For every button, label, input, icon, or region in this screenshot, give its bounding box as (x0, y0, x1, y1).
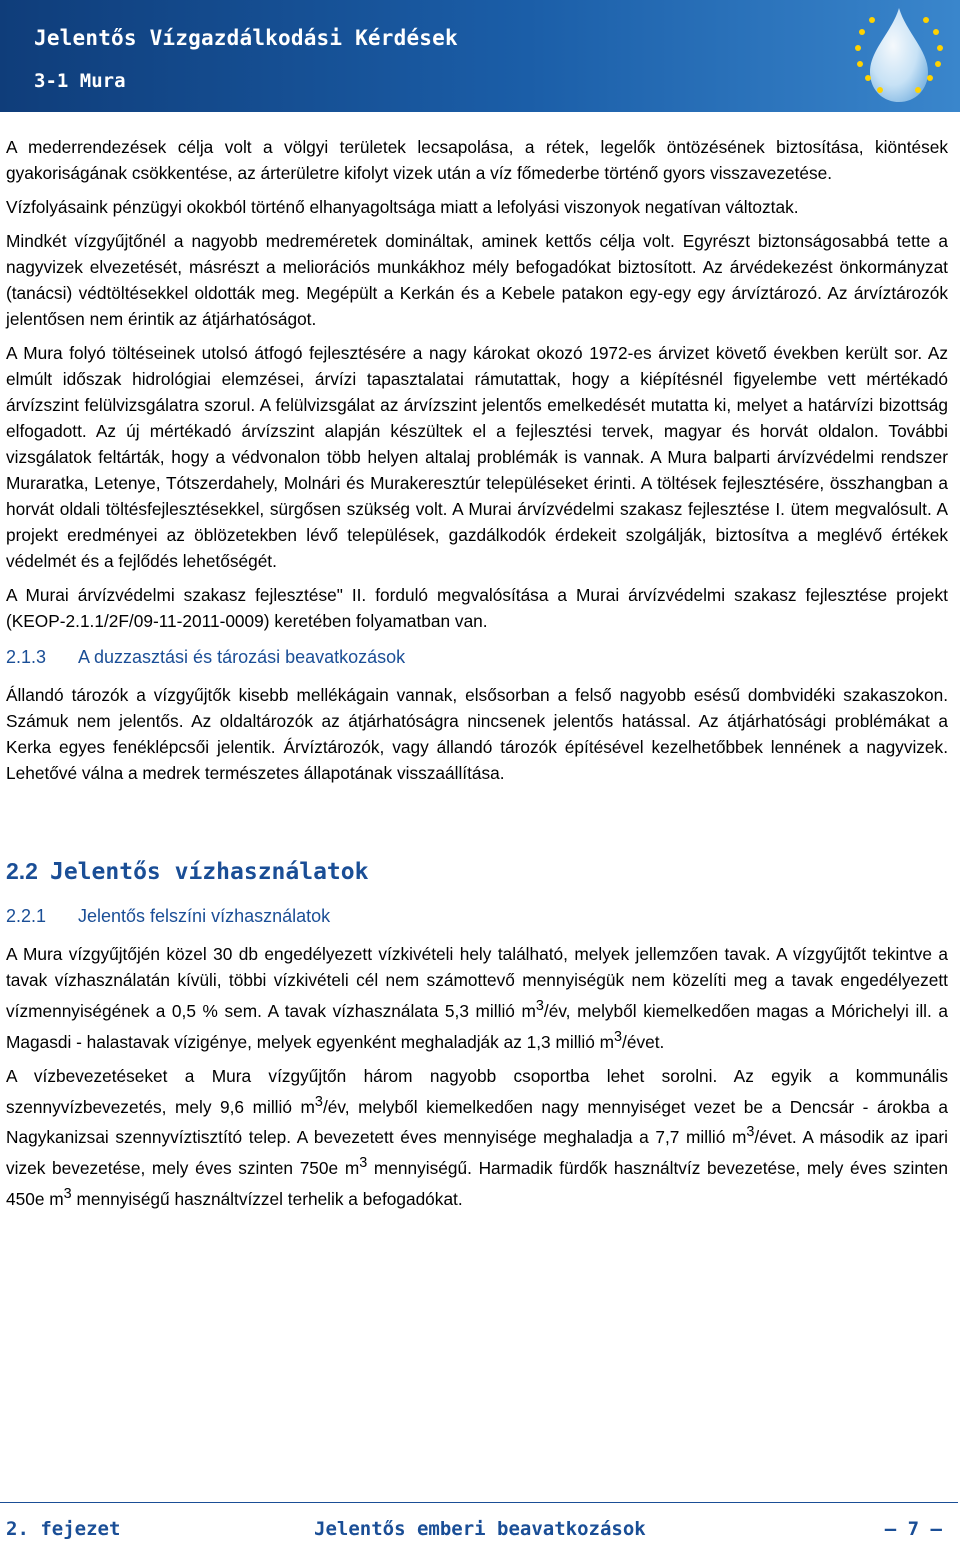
paragraph: A mederrendezések célja volt a völgyi területek lecsapolása, a rétek, legelők öntözésének biztosítása, kiöntések gyakoriságának csökkentése, az árterületre kifolyt vizek után a víz főmederbe történő gyors visszavezetése. (6, 137, 948, 183)
main-content (6, 134, 948, 1220)
paragraph: Vízfolyásaink pénzügyi okokból történő elhanyagoltsága miatt a lefolyási viszonyok negatívan változtak. (6, 197, 799, 217)
paragraph: Állandó tározók a vízgyűjtők kisebb mellékágain vannak, elsősorban a felső nagyobb esésű dombvidéki szakaszokon. Számuk nem jelentős. Az oldaltározók az átjárhatóságra nincsenek jelentős hatással. Az átjárhatósági problémákat a Kerka egyes fenéklépcsői jelentik. Árvíztározók, vagy állandó tározók építésével kezelhetőbbek lennének a nagyvizek. Lehetővé válna a medrek természetes állapotának visszaállítása. (6, 685, 948, 783)
text-run: A vízbevezetéseket a Mura vízgyűjtőn három nagyobb csoportba lehet sorolni. Az egyik a kommunális szennyvízbevezetés, mely 9,6 millió m (6, 1065, 948, 1117)
section-number: 2.1.3 (6, 647, 47, 667)
section-heading-2-2-1 (6, 903, 948, 929)
text-run: mennyiségű használtvízzel terhelik a befogadókat. (71, 1188, 463, 1209)
text-run: mennyiségű. Harmadik fürdők használtvíz bevezetése, mely éves szinten 450e m (6, 1157, 948, 1209)
superscript: 3 (614, 1028, 623, 1045)
text-run: /év, melyből kiemelkedően nagy mennyiséget vezet be a Dencsár - árokba a Nagykanizsai szennyvíztisztító telep. A bevezetett éves mennyisége meghaladja a 7,7 millió m (6, 1096, 948, 1148)
superscript: 3 (63, 1185, 72, 1202)
paragraph (6, 1063, 948, 1212)
superscript: 3 (535, 998, 544, 1014)
superscript: 3 (359, 1155, 368, 1172)
paragraph: A Murai árvízvédelmi szakasz fejlesztése" II. forduló megvalósítása a Murai árvízvédelmi szakasz fejlesztése projekt (KEOP-2.1.1/2F/09-11-2011-0009) keretében folyamatban van. (6, 585, 948, 631)
footer-chapter: 2. fejezet (6, 1518, 121, 1540)
document-subtitle: 3-1 Mura (34, 70, 126, 92)
section-number: 2.2.1 (6, 906, 47, 926)
text-run: /évet. A második az ipari vizek bevezetése, mely éves szinten 750e m (6, 1127, 948, 1178)
text-run: /év, melyből kiemelkedően magas a Mórichelyi ill. a Magasdi - halastavak vízigénye, melyek egyenként meghaladják az 1,3 millió m (6, 1000, 948, 1052)
text-run: A Mura vízgyűjtőjén közel 30 db engedélyezett vízkivételi hely található, melyek jellemzően tavak. A vízgyűjtőt tekintve a tavak vízhasználatán kívüli, többi vízkivételi cél nem számottevő mennyiségük nem közelíti meg a tavak engedélyezett vízmennyiségének a 0,5 % sem. A tavak vízhasználata 5,3 millió m (6, 944, 948, 1021)
text-run: /évet. (622, 1031, 665, 1052)
document-title: Jelentős Vízgazdálkodási Kérdések (34, 26, 458, 50)
section-heading-2-1-3 (6, 644, 948, 670)
section-number: 2.2 (6, 858, 38, 884)
page-footer (6, 1518, 942, 1548)
superscript: 3 (746, 1124, 755, 1141)
section-heading-2-2 (6, 856, 948, 887)
page-number: — 7 — (884, 1518, 942, 1540)
paragraph (6, 941, 948, 1055)
section-title: Jelentős vízhasználatok (49, 859, 369, 885)
footer-title: Jelentős emberi beavatkozások (314, 1518, 646, 1540)
section-title: A duzzasztási és tározási beavatkozások (78, 647, 406, 667)
page-header (0, 0, 960, 112)
section-title: Jelentős felszíni vízhasználatok (78, 906, 331, 926)
superscript: 3 (314, 1093, 323, 1110)
paragraph: Mindkét vízgyűjtőnél a nagyobb medreméretek domináltak, aminek kettős célja volt. Egyrészt biztonságosabbá tette a nagyvizek elvezetését, másrészt a meliorációs munkákhoz mély befogadókat biztosított. Az árvédekezést önkormányzat (tanácsi) védtöltésekkel oldották meg. Megépült a Kerkán és a Kebele patakon egy-egy egy árvíztározó. Az árvíztározók jelentősen nem érintik az átjárhatóságot. (6, 231, 948, 329)
eu-water-drop-logo-icon (844, 2, 954, 108)
footer-divider (0, 1502, 958, 1503)
paragraph: A Mura folyó töltéseinek utolsó átfogó fejlesztésére a nagy károkat okozó 1972-es árvizet követő években került sor. Az elmúlt időszak hidrológiai elemzései, árvízi tapasztalatai rámutattak, hogy a kiépítésnél figyelembe vett mértékadó árvízszint felülvizsgálatra szorul. A felülvizsgálat az árvízszint jelentős emelkedését mutatta ki, melyet a határvízi bizottság elfogadott. Az új mértékadó árvízszint alapján készültek el a fejlesztési tervek, magyar és horvát oldalon. További vizsgálatok feltárták, hogy a védvonalon több helyen altalaj problémák is vannak. A Mura balparti árvízvédelmi rendszer Muraratka, Letenye, Tótszerdahely, Molnári és Murakeresztúr településeket érinti. A töltések fejlesztésére, összhangban a horvát oldali töltésfejlesztésekkel, sürgősen szükség volt. A Murai árvízvédelmi szakasz fejlesztése I. ütem megvalósult. A projekt eredményei az öblözetekben lévő települések, gazdálkodók érdekeit szolgálják, biztosítva a meglévő értékek védelmét és a fejlődés lehetőségét. (6, 343, 948, 571)
